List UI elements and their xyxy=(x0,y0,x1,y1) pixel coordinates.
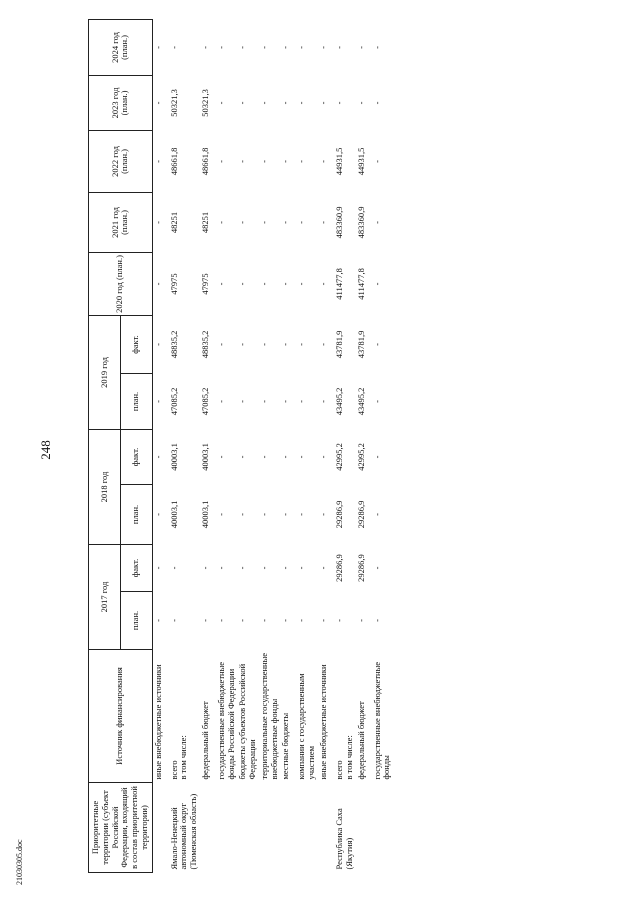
value-cell: - xyxy=(371,566,382,570)
value-cell: - xyxy=(296,455,307,459)
value-cell: 411477,8 xyxy=(334,268,345,300)
value-cell: - xyxy=(280,160,291,163)
value-cell: - xyxy=(318,221,329,224)
value-cell: - xyxy=(371,455,382,459)
value-cell: - xyxy=(318,400,329,403)
value-cell: 43781,9 xyxy=(334,330,345,359)
territory-cell xyxy=(372,783,394,873)
value-cell: - xyxy=(199,566,210,570)
value-cell: - xyxy=(371,160,382,163)
header-2024: 2024 год (план.) xyxy=(89,19,153,75)
table-row xyxy=(296,19,318,872)
value-cell: - xyxy=(371,513,382,516)
value-cell: - xyxy=(215,566,226,570)
value-cell: - xyxy=(296,46,307,49)
value-cell: - xyxy=(296,282,307,286)
table-row xyxy=(372,19,394,872)
value-cell: - xyxy=(237,513,248,516)
value-cell: - xyxy=(371,46,382,49)
value-cell: 40003,1 xyxy=(199,500,210,529)
value-cell: - xyxy=(215,160,226,163)
table-row xyxy=(259,19,281,872)
value-cell: - xyxy=(258,400,269,403)
value-cell: - xyxy=(237,619,248,622)
table-row xyxy=(152,19,169,872)
value-cell: - xyxy=(334,46,345,49)
value-cell: - xyxy=(280,513,291,516)
value-cell: 42995,2 xyxy=(334,443,345,471)
value-cell: - xyxy=(237,282,248,286)
value-cell: - xyxy=(237,160,248,163)
value-cell: - xyxy=(168,566,179,570)
value-cell: - xyxy=(215,282,226,286)
value-cell: 50321,3 xyxy=(199,89,210,117)
value-cell: - xyxy=(215,455,226,459)
value-cell: - xyxy=(280,455,291,459)
value-cell: - xyxy=(199,619,210,622)
header-source: Источник финансирования xyxy=(89,650,153,783)
header-2018-fact: факт. xyxy=(120,429,152,484)
value-cell: - xyxy=(152,282,163,286)
value-cell: - xyxy=(318,46,329,49)
footer-code: 21030305.doc xyxy=(15,839,24,885)
value-cell: - xyxy=(215,400,226,403)
territory-cell xyxy=(318,783,334,873)
value-cell: 43781,9 xyxy=(355,330,366,359)
value-cell: - xyxy=(258,160,269,163)
value-cell: - xyxy=(280,221,291,224)
value-cell: - xyxy=(318,513,329,516)
value-cell: - xyxy=(371,101,382,105)
value-cell: - xyxy=(152,343,163,346)
value-cell: 44931,5 xyxy=(334,147,345,176)
value-cell: 43495,2 xyxy=(334,387,345,416)
value-cell: 43495,2 xyxy=(355,387,366,416)
value-cell: - xyxy=(280,566,291,570)
value-cell: - xyxy=(152,101,163,105)
value-cell: - xyxy=(371,619,382,622)
value-cell: - xyxy=(296,400,307,403)
source-cell: федеральный бюджет xyxy=(199,701,210,780)
value-cell: - xyxy=(296,566,307,570)
value-cell: - xyxy=(215,46,226,49)
value-cell: 48661,8 xyxy=(199,147,210,176)
source-cell: государственные внебюджетные фонды Российской Федерации xyxy=(215,661,236,780)
territory-cell xyxy=(259,783,281,873)
value-cell: 48661,8 xyxy=(168,147,179,176)
value-cell: - xyxy=(237,343,248,346)
value-cell: - xyxy=(199,46,210,49)
value-cell: - xyxy=(237,46,248,49)
source-cell: бюджеты субъектов Российской Федерации xyxy=(237,663,258,780)
header-2022: 2022 год (план.) xyxy=(89,130,153,192)
value-cell: 29286,9 xyxy=(355,554,366,582)
header-2019-fact: факт. xyxy=(120,315,152,373)
value-cell: - xyxy=(355,619,366,622)
table-body xyxy=(152,19,393,872)
value-cell: - xyxy=(258,221,269,224)
value-cell: - xyxy=(334,619,345,622)
value-cell: - xyxy=(318,160,329,163)
value-cell: - xyxy=(296,101,307,105)
header-2017-fact: факт. xyxy=(120,544,152,591)
value-cell: - xyxy=(318,455,329,459)
value-cell: - xyxy=(152,160,163,163)
value-cell: - xyxy=(258,343,269,346)
territory-cell xyxy=(200,783,216,873)
table-row xyxy=(200,19,216,872)
header-2020: 2020 год (план.) xyxy=(89,252,153,315)
rotated-table-container xyxy=(88,20,599,873)
value-cell: - xyxy=(258,619,269,622)
territory-cell xyxy=(216,783,238,873)
value-cell: 483360,9 xyxy=(334,206,345,239)
value-cell: 48251 xyxy=(199,211,210,234)
value-cell: - xyxy=(215,343,226,346)
territory-cell: Ямало-Ненецкий автономный округ (Тюменская область) xyxy=(168,793,199,870)
value-cell: 40003,1 xyxy=(168,500,179,529)
value-cell: 40003,1 xyxy=(199,443,210,471)
value-cell: - xyxy=(237,566,248,570)
source-cell: федеральный бюджет xyxy=(355,701,366,780)
value-cell: - xyxy=(152,513,163,516)
value-cell: 48835,2 xyxy=(199,330,210,359)
table-row xyxy=(216,19,238,872)
value-cell: 48835,2 xyxy=(168,330,179,359)
value-cell: - xyxy=(296,619,307,622)
source-cell: всего в том числе: xyxy=(334,735,354,780)
value-cell: 42995,2 xyxy=(355,443,366,471)
value-cell: - xyxy=(280,282,291,286)
table-row xyxy=(280,19,296,872)
value-cell: - xyxy=(296,343,307,346)
value-cell: - xyxy=(215,619,226,622)
source-cell: иные внебюджетные источники xyxy=(318,664,329,780)
value-cell: 48251 xyxy=(168,211,179,234)
value-cell: - xyxy=(296,221,307,224)
source-cell: местные бюджеты xyxy=(280,712,291,780)
value-cell: - xyxy=(318,619,329,622)
value-cell: - xyxy=(258,455,269,459)
value-cell: - xyxy=(152,221,163,224)
value-cell: - xyxy=(258,101,269,105)
value-cell: - xyxy=(237,400,248,403)
value-cell: 50321,3 xyxy=(168,89,179,117)
value-cell: - xyxy=(237,101,248,105)
territory-cell xyxy=(356,783,372,873)
value-cell: - xyxy=(168,46,179,49)
value-cell: - xyxy=(296,513,307,516)
value-cell: - xyxy=(280,619,291,622)
value-cell: - xyxy=(318,101,329,105)
value-cell: 47085,2 xyxy=(199,387,210,416)
territory-cell xyxy=(296,783,318,873)
header-2017: 2017 год xyxy=(89,544,121,649)
value-cell: - xyxy=(152,400,163,403)
value-cell: 411477,8 xyxy=(355,268,366,300)
header-2023: 2023 год (план.) xyxy=(89,75,153,130)
financing-table xyxy=(88,19,393,873)
value-cell: - xyxy=(215,101,226,105)
table-row xyxy=(169,19,200,872)
value-cell: - xyxy=(258,513,269,516)
header-territory: Приоритетные территории (субъект Российской Федерации, входящий в состав приоритетной территории) xyxy=(89,783,153,873)
value-cell: - xyxy=(152,455,163,459)
source-cell: компании с государственным участием xyxy=(296,673,317,780)
value-cell: - xyxy=(280,101,291,105)
value-cell: - xyxy=(318,282,329,286)
value-cell: - xyxy=(318,343,329,346)
value-cell: - xyxy=(355,46,366,49)
page-number: 248 xyxy=(38,440,53,460)
source-cell: иные внебюджетные источники xyxy=(152,664,163,780)
value-cell: - xyxy=(258,566,269,570)
header-2019: 2019 год xyxy=(89,315,121,429)
value-cell: - xyxy=(371,282,382,286)
territory-cell xyxy=(280,783,296,873)
value-cell: - xyxy=(258,46,269,49)
value-cell: - xyxy=(296,160,307,163)
value-cell: - xyxy=(152,619,163,622)
source-cell: территориальные государственные внебюджетные фонды xyxy=(258,652,279,780)
value-cell: - xyxy=(215,221,226,224)
value-cell: - xyxy=(152,46,163,49)
value-cell: - xyxy=(152,566,163,570)
value-cell: 29286,9 xyxy=(355,500,366,529)
value-cell: 483360,9 xyxy=(355,206,366,239)
source-cell: государственные внебюджетные фонды xyxy=(371,661,392,780)
value-cell: - xyxy=(237,455,248,459)
table-row xyxy=(334,19,356,872)
table-row xyxy=(356,19,372,872)
territory-cell xyxy=(237,783,259,873)
value-cell: 29286,9 xyxy=(334,500,345,529)
value-cell: - xyxy=(371,343,382,346)
source-cell: всего в том числе: xyxy=(168,735,189,780)
table-row xyxy=(318,19,334,872)
header-2021: 2021 год (план.) xyxy=(89,192,153,252)
territory-cell: Республика Саха (Якутия) xyxy=(334,808,354,870)
header-2017-plan: план. xyxy=(120,592,152,650)
header-2019-plan: план. xyxy=(120,373,152,429)
value-cell: - xyxy=(371,221,382,224)
territory-cell xyxy=(152,783,169,873)
value-cell: 40003,1 xyxy=(168,443,179,471)
value-cell: - xyxy=(215,513,226,516)
value-cell: - xyxy=(280,400,291,403)
value-cell: - xyxy=(334,101,345,105)
header-2018: 2018 год xyxy=(89,429,121,544)
value-cell: 29286,9 xyxy=(334,554,345,582)
value-cell: 47975 xyxy=(199,273,210,295)
value-cell: 47085,2 xyxy=(168,387,179,416)
table-row xyxy=(237,19,259,872)
value-cell: - xyxy=(355,101,366,105)
value-cell: - xyxy=(280,46,291,49)
value-cell: - xyxy=(237,221,248,224)
value-cell: - xyxy=(258,282,269,286)
value-cell: - xyxy=(280,343,291,346)
value-cell: - xyxy=(318,566,329,570)
header-2018-plan: план. xyxy=(120,484,152,544)
value-cell: - xyxy=(371,400,382,403)
value-cell: - xyxy=(168,619,179,622)
value-cell: 47975 xyxy=(168,273,179,295)
value-cell: 44931,5 xyxy=(355,147,366,176)
